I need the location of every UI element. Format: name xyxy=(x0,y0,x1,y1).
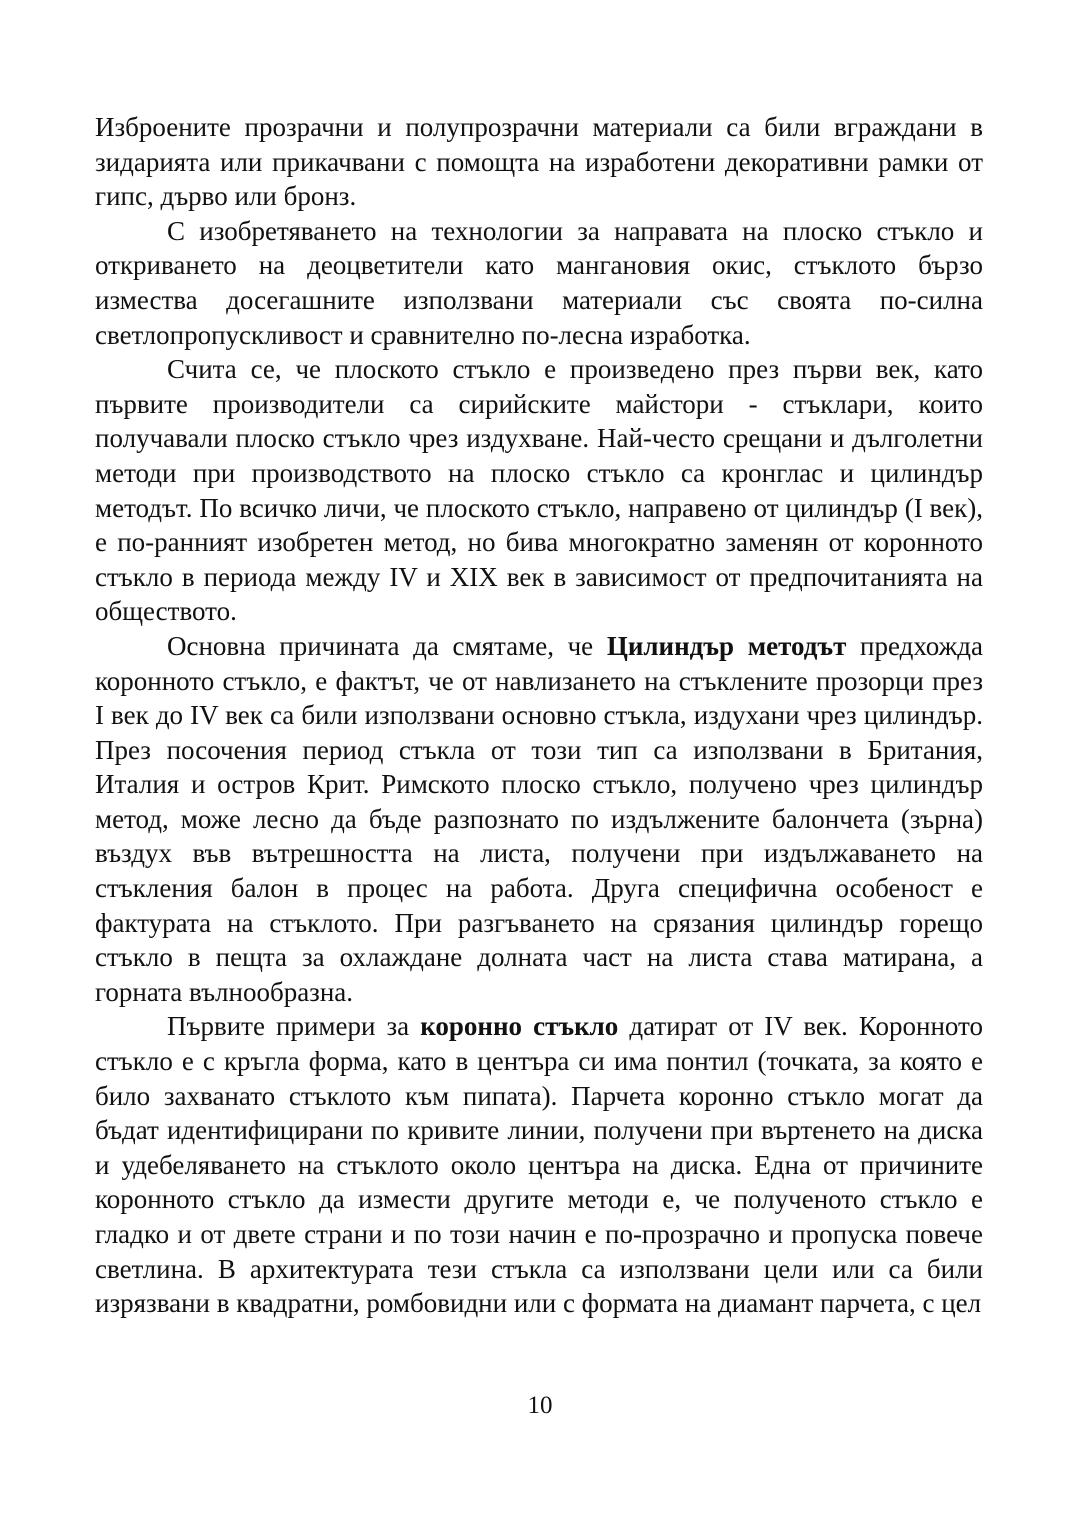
page-body xyxy=(95,110,983,1321)
paragraph-3: Счита се, че плоското стъкло е произведено през първи век, като първите производители са сирийските майстори - стъклари, които получавали плоско стъкло чрез издухване. Най-често срещани и дълголетни методи при производството на плоско стъкло са кронглас и цилиндър методът. По всичко личи, че плоското стъкло, направено от цилиндър (I век), е по-ранният изобретен метод, но бива многократно заменян от коронното стъкло в периода между IV и XIX век в зависимост от предпочитанията на обществото. xyxy=(95,354,983,627)
paragraph-4-text-start: Основна причината да смятаме, че xyxy=(167,630,607,661)
paragraph-4-bold-term: Цилиндър методът xyxy=(606,630,847,661)
paragraph-2: С изобретяването на технологии за направата на плоско стъкло и откриването на деоцветители като мангановия окис, стъклото бързо измества досегашните използвани материали със своята по-силна светлопропускливост и сравнително по-лесна изработка. xyxy=(95,215,983,350)
paragraph-5-text-start: Първите примери за xyxy=(167,1011,421,1042)
paragraph-5-text-end: датират от IV век. Коронното стъкло е с кръгла форма, като в центъра си има понтил (точката, за която е било захванато стъклото към пипата). Парчета коронно стъкло могат да бъдат идентифицирани по кривите линии, получени при въртенето на диска и удебеляването на стъклото около центъра на диска. Една от причините коронното стъкло да измести другите методи е, че полученото стъкло е гладко и от двете страни и по този начин е по-прозрачно и пропуска повече светлина. В архитектурата тези стъкла са използвани цели или са били изрязвани в квадратни, ромбовидни или с формата на диамант парчета, с цел xyxy=(95,1011,983,1319)
paragraph-1: Изброените прозрачни и полупрозрачни материали са били вграждани в зидарията или прикачвани с помощта на изработени декоративни рамки от гипс, дърво или бронз. xyxy=(95,112,983,212)
page-number: 10 xyxy=(527,1392,553,1419)
paragraph-4 xyxy=(95,629,983,1010)
paragraph-5 xyxy=(95,1009,983,1320)
paragraph-5-bold-term: коронно стъкло xyxy=(420,1011,619,1042)
paragraph-4-text-end: предхожда коронното стъкло, е фактът, че от навлизането на стъклените прозорци през I век до IV век са били използвани основно стъкла, издухани чрез цилиндър. През посочения период стъкла от този тип са използвани в Британия, Италия и остров Крит. Римското плоско стъкло, получено чрез цилиндър метод, може лесно да бъде разпознато по издължените балончета (зърна) въздух във вътрешността на листа, получени при издължаването на стъкления балон в процес на работа. Друга специфична особеност е фактурата на стъклото. При разгъването на срязания цилиндър горещо стъкло в пещта за охлаждане долната част на листа става матирана, а горната вълнообразна. xyxy=(95,630,983,1007)
